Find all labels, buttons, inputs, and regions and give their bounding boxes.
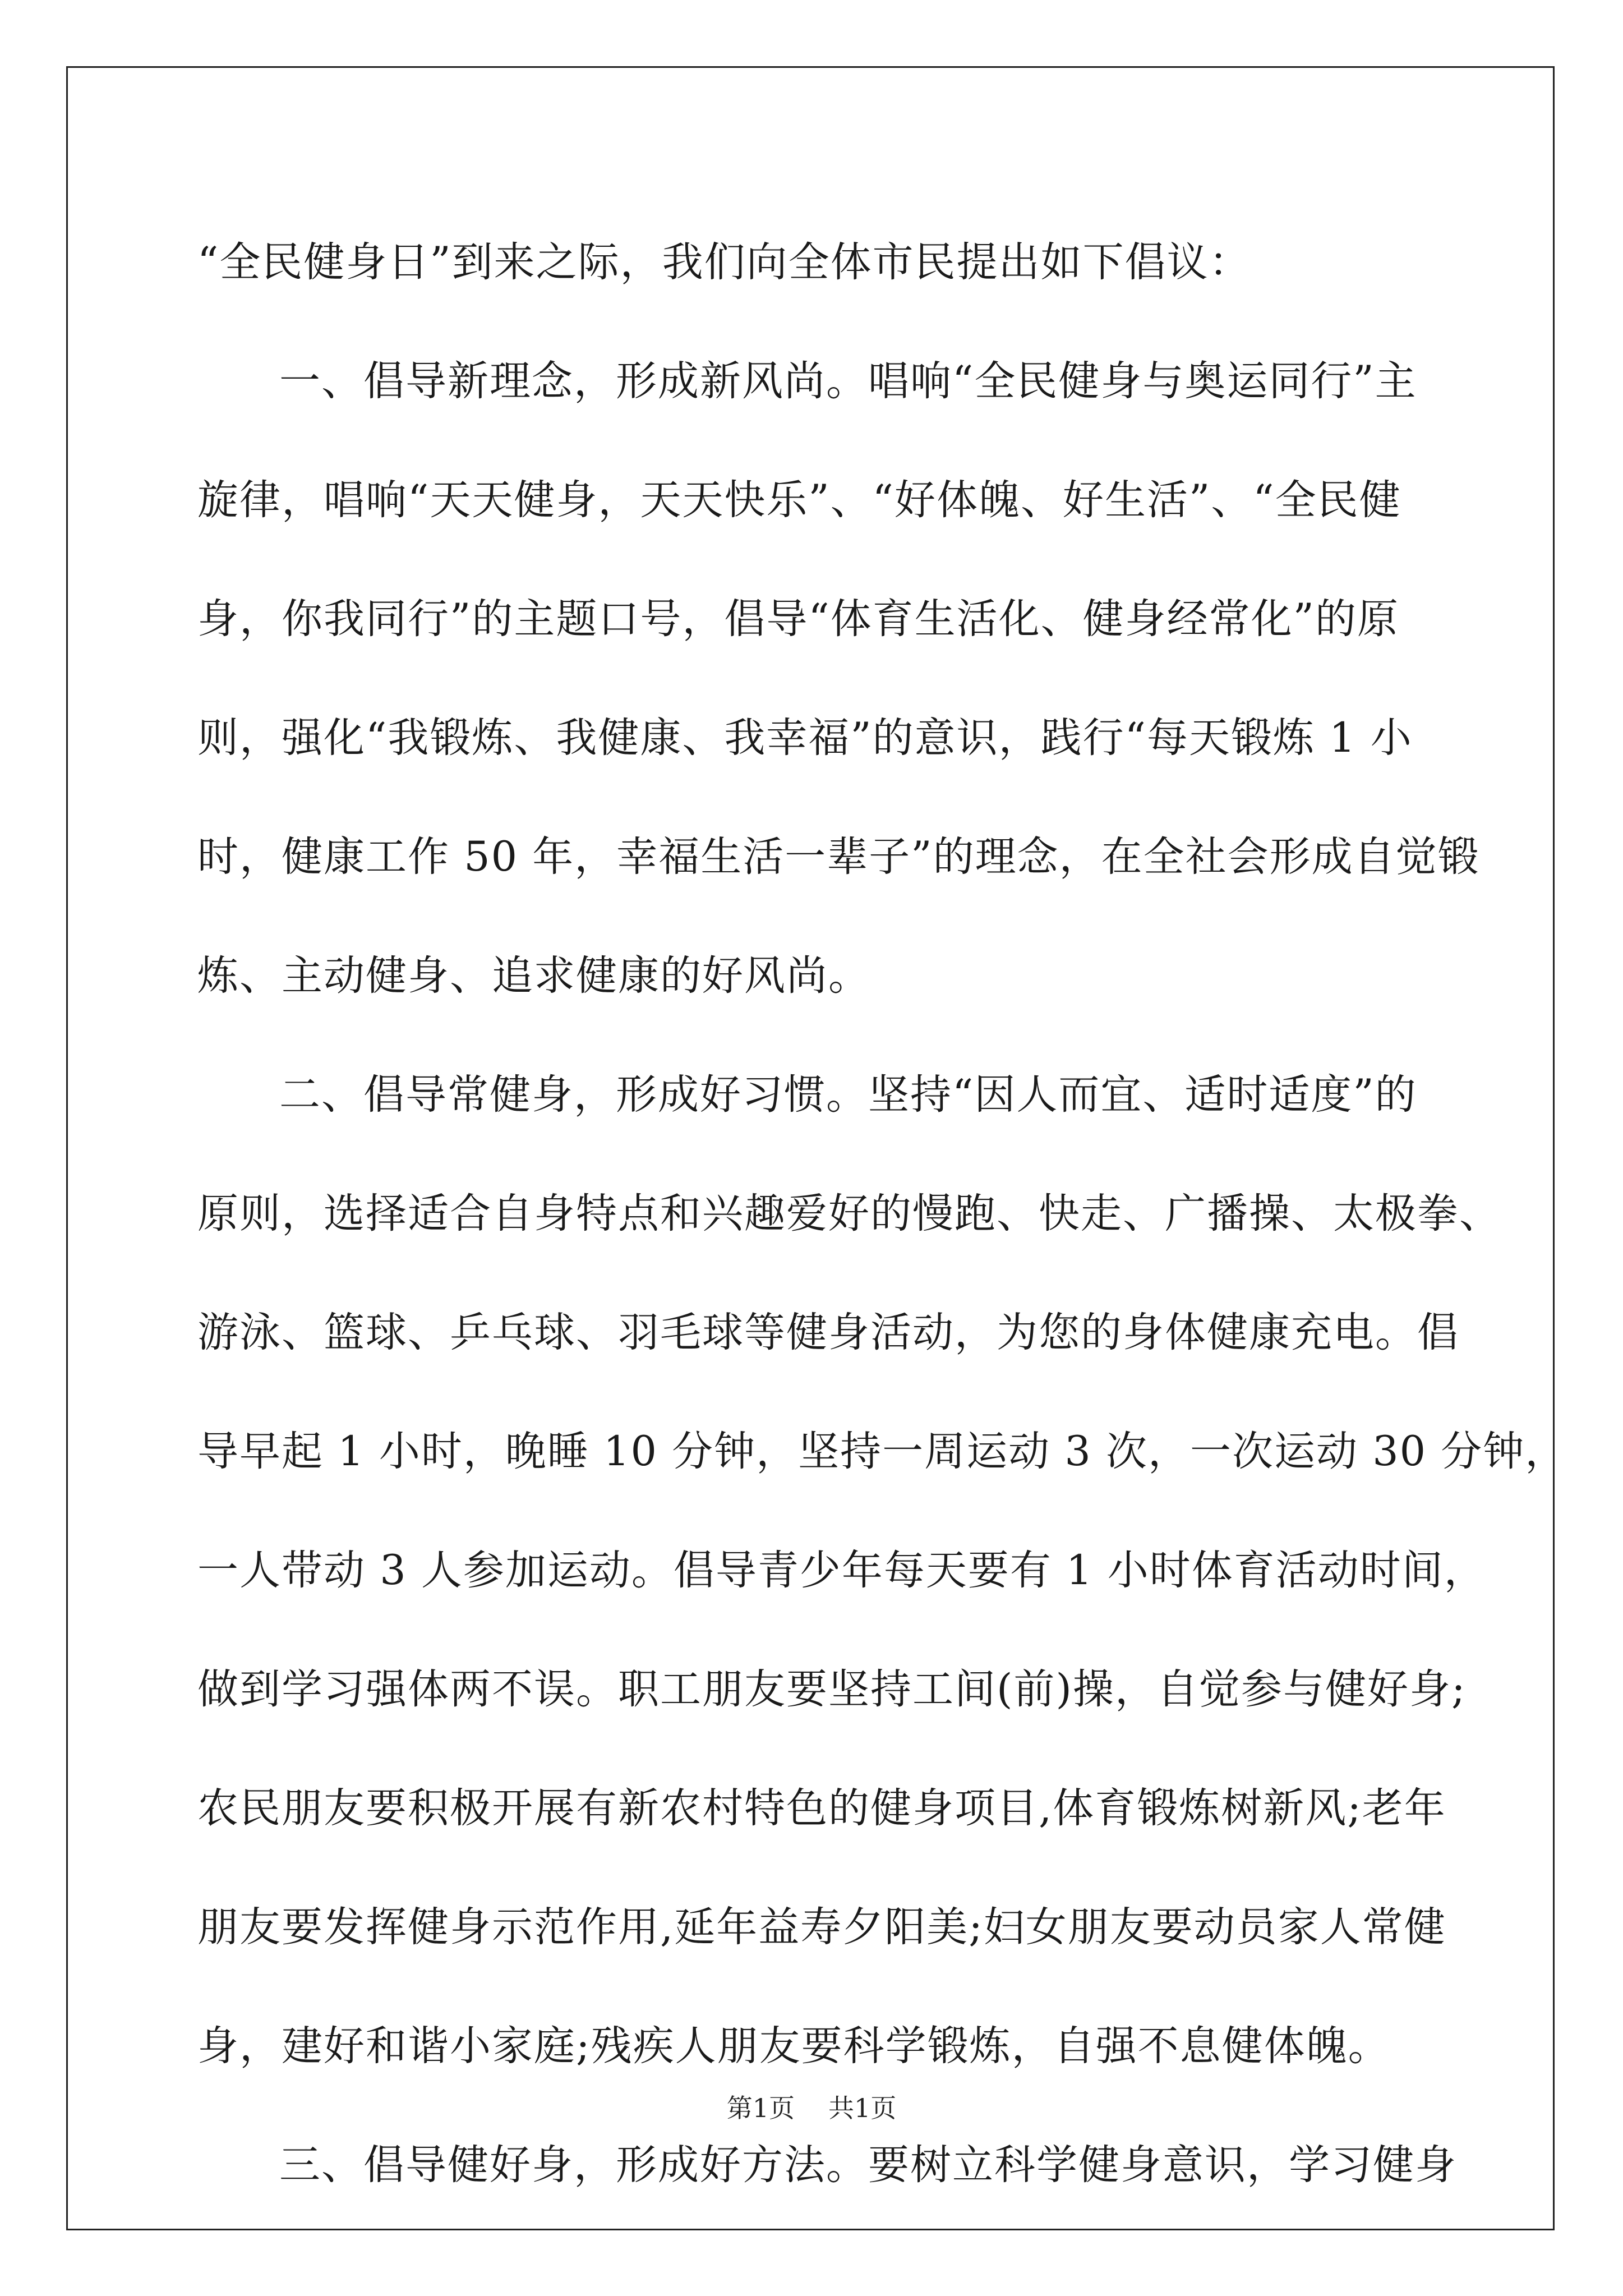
text-line: 一人带动 3 人参加运动。倡导青少年每天要有 1 小时体育活动时间， xyxy=(197,1547,1486,1594)
text-line: 旋律，唱响“天天健身，天天快乐”、“好体魄、好生活”、“全民健 xyxy=(197,476,1401,524)
page-footer xyxy=(0,2091,1623,2125)
text-line: 做到学习强体两不误。职工朋友要坚持工间(前)操，自觉参与健好身; xyxy=(197,1665,1467,1713)
text-line: 身，建好和谐小家庭;残疾人朋友要科学锻炼，自强不息健体魄。 xyxy=(197,2022,1390,2070)
text-line: 时，健康工作 50 年，幸福生活一辈子”的理念，在全社会形成自觉锻 xyxy=(197,833,1480,881)
page-number: 第1页 xyxy=(726,2093,795,2123)
text-line: 一、倡导新理念，形成新风尚。唱响“全民健身与奥运同行”主 xyxy=(279,357,1417,405)
text-line: 则，强化“我锻炼、我健康、我幸福”的意识，践行“每天锻炼 1 小 xyxy=(197,714,1413,762)
text-line: 三、倡导健好身，形成好方法。要树立科学健身意识，学习健身 xyxy=(279,2141,1457,2189)
document-body xyxy=(197,203,1567,2225)
text-line: 朋友要发挥健身示范作用,延年益寿夕阳美;妇女朋友要动员家人常健 xyxy=(197,1903,1446,1951)
text-line: 游泳、篮球、乒乓球、羽毛球等健身活动，为您的身体健康充电。倡 xyxy=(197,1309,1459,1356)
text-line: 农民朋友要积极开展有新农村特色的健身项目,体育锻炼树新风;老年 xyxy=(197,1784,1446,1832)
text-line: 原则，选择适合自身特点和兴趣爱好的慢跑、快走、广播操、太极拳、 xyxy=(197,1190,1501,1237)
text-line: “全民健身日”到来之际，我们向全体市民提出如下倡议： xyxy=(197,238,1251,286)
text-line: 炼、主动健身、追求健康的好风尚。 xyxy=(197,952,870,1000)
text-line: 二、倡导常健身，形成好习惯。坚持“因人而宜、适时适度”的 xyxy=(279,1071,1417,1119)
text-line: 身，你我同行”的主题口号，倡导“体育生活化、健身经常化”的原 xyxy=(197,595,1399,643)
text-line: 导早起 1 小时，晚睡 10 分钟，坚持一周运动 3 次，一次运动 30 分钟， xyxy=(197,1428,1567,1475)
page-total: 共1页 xyxy=(828,2093,897,2123)
